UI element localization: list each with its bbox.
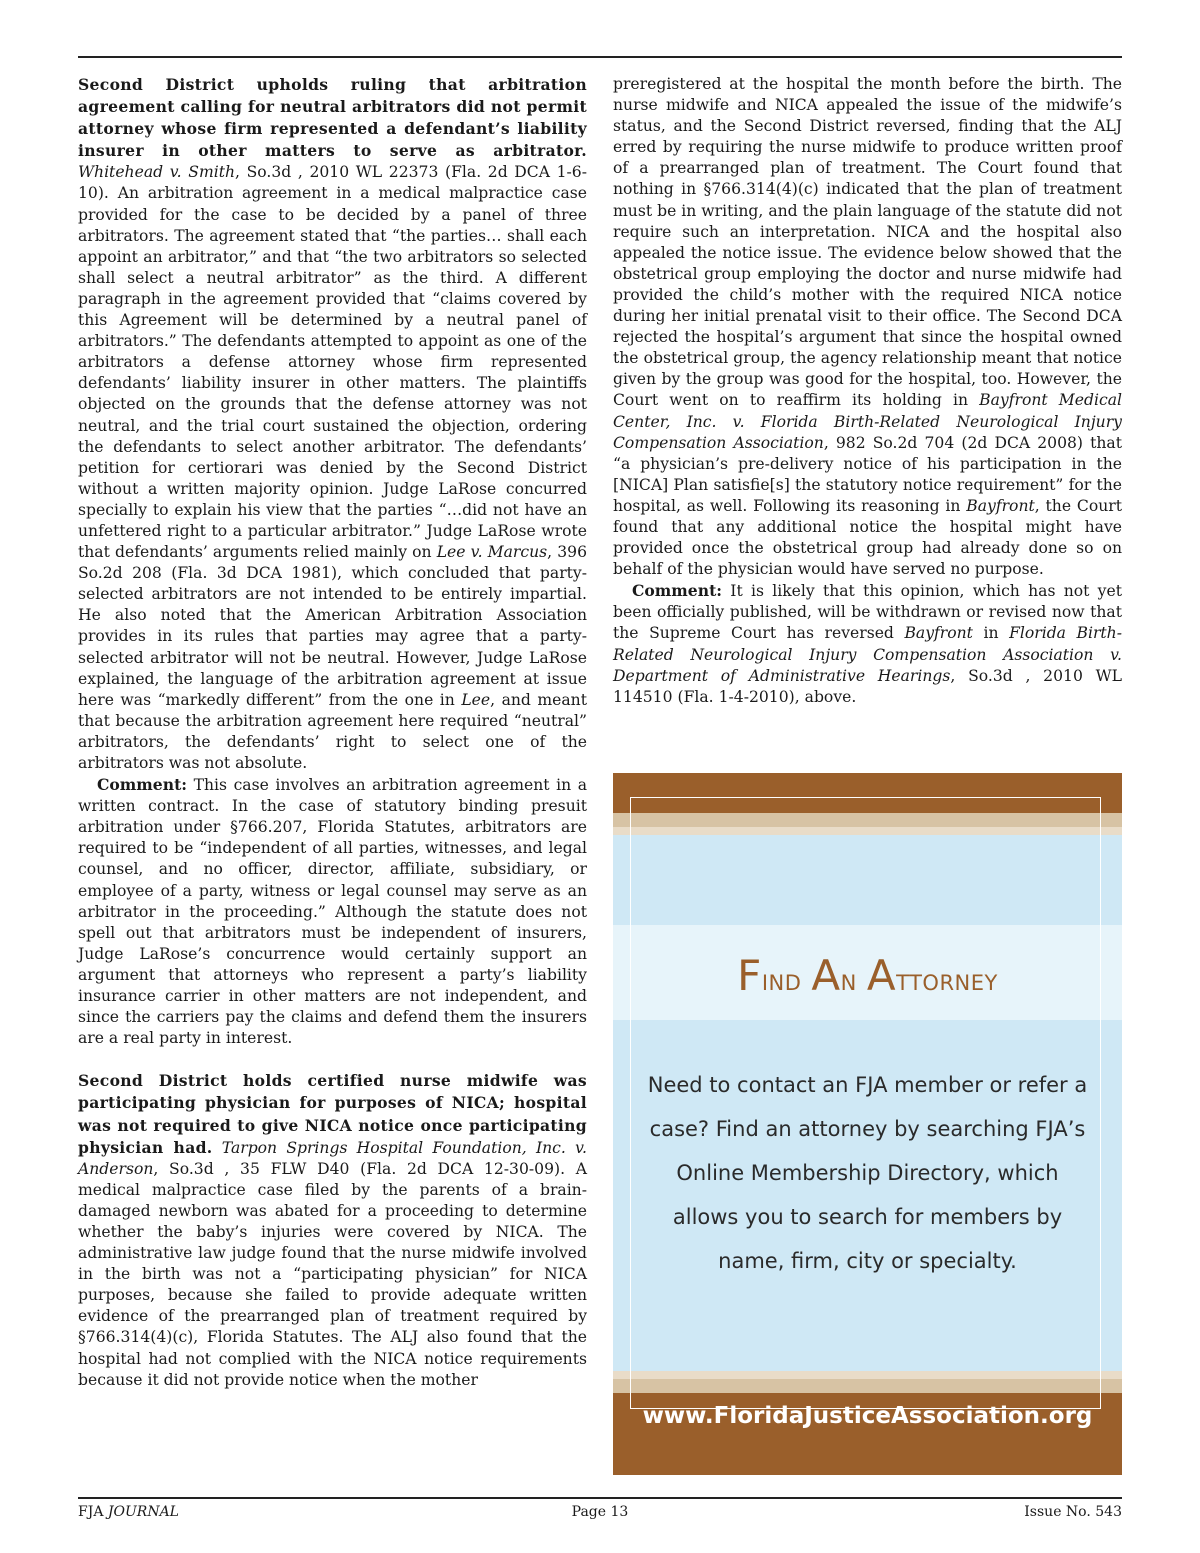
bottom-rule	[78, 1497, 1122, 1499]
article-2-continued	[613, 74, 1122, 580]
article-1-cited-case-short: Lee	[461, 690, 491, 709]
article-2-comment-2: in	[972, 624, 1010, 643]
footer-issue-number: Issue No. 543	[1024, 1504, 1122, 1520]
article-1-case-name: Whitehead v. Smith	[78, 163, 236, 182]
article-2-case-name: Tarpon Springs Hospital Foundation, Inc. v. Anderson	[78, 1138, 587, 1178]
article-2-cont-cited-case-2: Bayfront	[966, 496, 1035, 515]
article-1-citation: , So.3d , 2010 WL 22373 (Fla. 2d DCA 1-6-10).	[78, 163, 587, 203]
article-2-comment	[613, 580, 1122, 708]
article-2-headline: Second District holds certified nurse midwife was participating physician for purposes of NICA; hospital was not required to give NICA notice once participating physician had.	[78, 1071, 587, 1157]
article-2-citation: , So.3d , 35 FLW D40 (Fla. 2d DCA 12-30-09).	[153, 1159, 566, 1178]
article-1-cited-case: Lee v. Marcus	[436, 543, 548, 562]
article-2	[78, 1070, 587, 1390]
article-2-comment-label: Comment:	[632, 581, 723, 601]
article-2-comment-3: , So.3d , 2010 WL 114510 (Fla. 1-4-2010), above.	[613, 666, 1122, 706]
article-1-comment	[78, 774, 587, 1049]
article-2-cont-cited-case-1: Bayfront Medical Center, Inc. v. Florida Birth-Related Neurological Injury Compensation Association	[613, 391, 1122, 452]
left-column	[78, 74, 587, 1391]
right-column	[613, 74, 1122, 708]
footer-page-number: Page 13	[571, 1504, 629, 1520]
ad-body-text: Need to contact an FJA member or refer a case? Find an attorney by searching FJA’s Online Membership Directory, which allows you to search for members by name, firm, city or specialty.	[647, 1073, 1088, 1273]
article-gap	[78, 1049, 587, 1070]
article-2-comment-case-1: Bayfront	[904, 624, 973, 643]
article-2-body-1: A medical malpractice case filed by the parents of a brain-damaged newborn was abated for a proceeding to determine whether the baby’s injuries were covered by NICA. The administrative law judge found that the nurse midwife involved in the birth was not a “participating physician” for NICA purposes, because she failed to provide adequate written evidence of the prearranged plan of treatment required by §766.314(4)(c), Florida Statutes. The ALJ also found that the hospital had not complied with the NICA notice requirements because it did not provide notice when the mother	[78, 1159, 587, 1389]
article-1-body-3: , and meant that because the arbitration agreement here required “neutral” arbitrators, the defendants’ right to select one of the arbitrators was not absolute.	[78, 690, 587, 772]
article-1-headline: Second District upholds ruling that arbitration agreement calling for neutral arbitrators did not permit attorney whose firm represented a defendant’s liability insurer in other matters to serve as arbitrator.	[78, 75, 587, 161]
article-1-body-1: An arbitration agreement in a medical malpractice case provided for the case to be decided by a panel of three arbitrators. The agreement stated that “the parties… shall each appoint an arbitrator,” and that “the two arbitrators so selected shall select a neutral arbitrator” as the third. A different paragraph in the agreement provided that “claims covered by this Agreement will be determined by a neutral panel of arbitrators.” The defendants attempted to appoint as one of the arbitrators a defense attorney whose firm represented defendants’ liability insurer in other matters. The plaintiffs objected on the grounds that the defense attorney was not neutral, and the trial court sustained the objection, ordering the defendants to select another arbitrator. The defendants’ petition for certiorari was denied by the Second District without a written majority opinion. Judge LaRose concurred specially to explain his view that the parties “…did not have an unfettered right to a particular arbitrator.” Judge LaRose wrote that defendants’ arguments relied mainly on	[78, 184, 587, 562]
ad-website-link[interactable]: www.FloridaJusticeAssociation.org	[642, 1403, 1093, 1429]
article-2-cont-body-2: , 982 So.2d 704 (2d DCA 2008) that “a physician’s pre-delivery notice of his participation in the [NICA] Plan satisfie[s] the statutory notice requirement” for the hospital, as well. Following its reasoning in	[613, 433, 1122, 515]
article-2-cont-body-1: preregistered at the hospital the month before the birth. The nurse midwife and NICA appealed the issue of the midwife’s status, and the Second District reversed, finding that the ALJ erred by requiring the nurse midwife to produce written proof of a prearranged plan of treatment. The Court found that nothing in §766.314(4)(c) indicated that the plan of treatment must be in writing, and the plain language of the statute did not require such an interpretation. NICA and the hospital also appealed the notice issue. The evidence below showed that the obstetrical group employing the doctor and nurse midwife had provided the child’s mother with the required NICA notice during her initial prenatal visit to their office. The Second DCA rejected the hospital’s argument that since the hospital owned the obstetrical group, the agency relationship meant that notice given by the group was good for the hospital, too. However, the Court went on to reaffirm its holding in	[613, 75, 1122, 410]
article-1-body-2: , 396 So.2d 208 (Fla. 3d DCA 1981), which concluded that party-selected arbitrators are not intended to be entirely impartial. He also noted that the American Arbitration Association provides in its rules that parties may agree that a party-selected arbitrator will not be neutral. However, Judge LaRose explained, the language of the arbitration agreement at issue here was “markedly different” from the one in	[78, 543, 587, 709]
footer-journal: FJA JOURNAL	[78, 1504, 179, 1520]
article-1	[78, 74, 587, 774]
article-2-comment-case-2: Florida Birth-Related Neurological Injury Compensation Association v. Department of Administrative Hearings	[613, 624, 1122, 685]
top-rule	[78, 56, 1122, 58]
article-1-comment-text: This case involves an arbitration agreement in a written contract. In the case of statutory binding presuit arbitration under §766.207, Florida Statutes, arbitrators are required to be “independent of all parties, witnesses, and legal counsel, and no officer, director, affiliate, subsidiary, or employee of a party, witness or legal counsel may serve as an arbitrator in the proceeding.” Although the statute does not spell out that arbitrators must be independent of insurers, Judge LaRose’s concurrence would certainly support an argument that attorneys who represent a party’s liability insurance carrier in other matters are not independent, and since the carriers pay the claims and defend them the insurers are a real party in interest.	[78, 776, 587, 1048]
article-2-cont-body-3: , the Court found that any additional notice the hospital might have provided once the obstetrical group had already done so on behalf of the physician would have served no purpose.	[613, 496, 1122, 579]
article-2-comment-1: It is likely that this opinion, which has not yet been officially published, will be withdrawn or revised now that the Supreme Court has reversed	[613, 582, 1122, 643]
article-1-comment-label: Comment:	[97, 775, 188, 795]
find-attorney-ad[interactable]	[613, 773, 1122, 1475]
ad-title: Find An Attorney	[737, 951, 998, 1000]
